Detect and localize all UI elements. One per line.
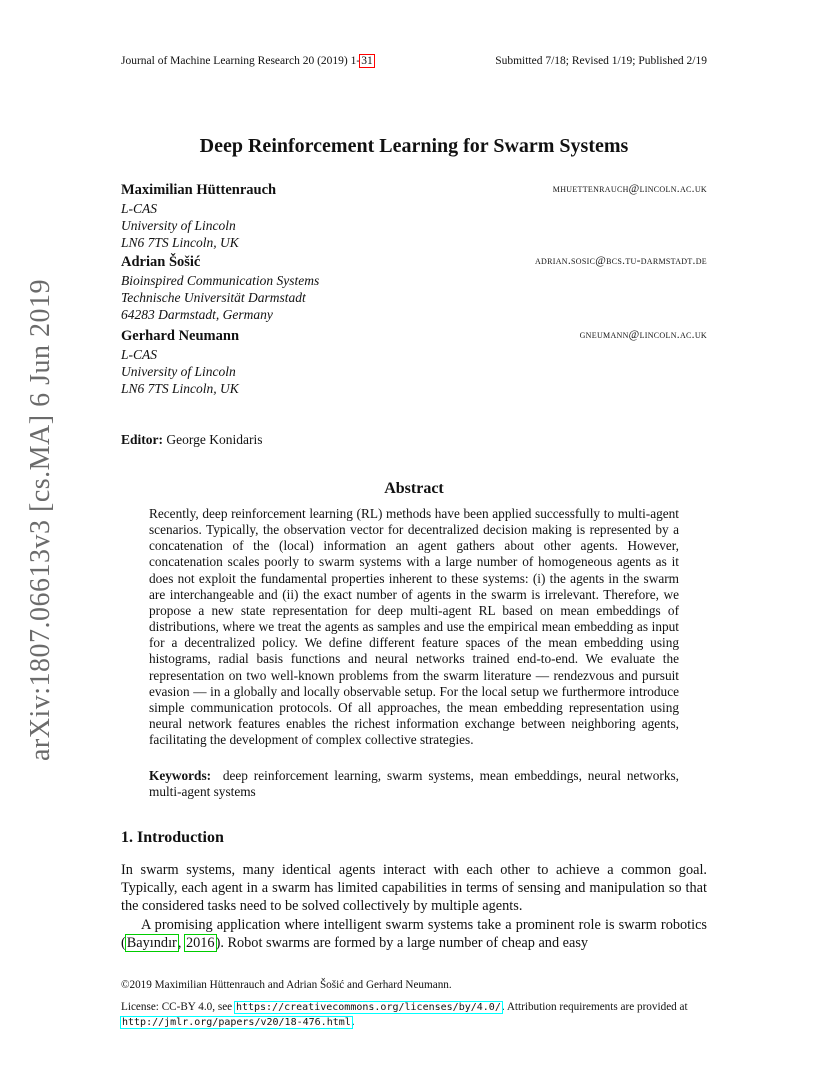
affiliation-line: L-CAS [121,347,158,362]
author-email: adrian.sosic@bcs.tu-darmstadt.de [534,255,707,267]
affiliation-line: L-CAS [121,201,158,216]
affiliation-line: 64283 Darmstadt, Germany [121,307,273,322]
keywords-label: Keywords: [149,768,212,783]
intro-paragraph: In swarm systems, many identical agents interact with each other to achieve a common goal. Typically, each agent in a swarm has limited capabilities in terms of sensing and manipulation so that the considered tasks need to be solved collectively by multiple agents. [121,862,707,915]
citation-year-link[interactable]: 2016 [185,934,215,951]
author-block [121,253,707,323]
intro-paragraph: A promising application where intelligent swarm systems take a prominent role is swarm robotics (Bayındır, 2016). Robot swarms are formed by a large number of cheap and easy [121,916,707,951]
affiliation-line: University of Lincoln [121,364,236,379]
citation-author-link[interactable]: Bayındır [126,934,177,951]
editor-name: George Konidaris [166,432,263,447]
affiliation-line: University of Lincoln [121,218,236,233]
affiliation-line: Bioinspired Communication Systems [121,273,320,288]
author-block [121,327,707,397]
arxiv-stamp: arXiv:1807.06613v3 [cs.MA] 6 Jun 2019 [25,278,56,762]
keywords [149,768,679,800]
abstract-heading: Abstract [384,480,444,497]
journal-header: Journal of Machine Learning Research 20 (2019) 1-31 [121,55,373,67]
author-email: gneumann@lincoln.ac.uk [579,329,707,341]
introduction-body [121,861,707,952]
submission-dates: Submitted 7/18; Revised 1/19; Published 2/19 [495,55,707,67]
keywords-text: deep reinforcement learning, swarm systems, mean embeddings, neural networks, multi-agent systems [149,768,679,800]
author-name: Adrian Šošić [121,254,201,270]
section-heading-introduction: 1. Introduction [121,829,224,846]
author-name: Maximilian Hüttenrauch [121,182,277,198]
license-notice: License: CC-BY 4.0, see https://creativecommons.org/licenses/by/4.0/. Attribution requirements are provided at http://jmlr.org/papers/v20/18-476.html. [121,1001,688,1028]
affiliation-line: LN6 7TS Lincoln, UK [121,235,239,250]
affiliation-line: Technische Universität Darmstadt [121,290,306,305]
author-email: mhuettenrauch@lincoln.ac.uk [552,183,707,195]
author-name: Gerhard Neumann [121,328,240,344]
affiliation-line: LN6 7TS Lincoln, UK [121,381,239,396]
author-block [121,181,707,251]
paper-title: Deep Reinforcement Learning for Swarm Systems [199,135,629,157]
copyright-notice: ©2019 Maximilian Hüttenrauch and Adrian Šošić and Gerhard Neumann. [121,979,452,991]
license-url-link[interactable]: https://creativecommons.org/licenses/by/4.0/ [235,1002,501,1013]
editor-label: Editor: [121,432,163,447]
paper-url-link[interactable]: http://jmlr.org/papers/v20/18-476.html [122,1017,351,1028]
abstract-text: Recently, deep reinforcement learning (RL) methods have been applied successfully to multi-agent scenarios. Typically, the observation vector for decentralized decision making is represented by a concatenation of the (local) information an agent gathers about other agents. However, concatenation scales poorly to swarm systems with a large number of homogeneous agents as it does not exploit the fundamental properties inherent to these systems: (i) the agents in the swarm are interchangeable and (ii) the exact number of agents in the swarm is irrelevant. Therefore, we propose a new state representation for deep multi-agent RL based on mean embeddings of distributions, where we treat the agents as samples and use the empirical mean embedding as input for a decentralized policy. We define different feature spaces of the mean embedding using histograms, radial basis functions and neural networks trained end-to-end. We evaluate the representation on two well-known problems from the swarm literature — rendezvous and pursuit evasion — in a globally and locally observable setup. For the local setup we furthermore introduce simple communication protocols. Of all approaches, the mean embedding representation using neural network features enables the richest information exchange between neighboring agents, facilitating the development of complex collective strategies. [149,506,679,748]
page-range-link[interactable]: 31 [361,55,373,67]
editor-line [121,432,262,448]
